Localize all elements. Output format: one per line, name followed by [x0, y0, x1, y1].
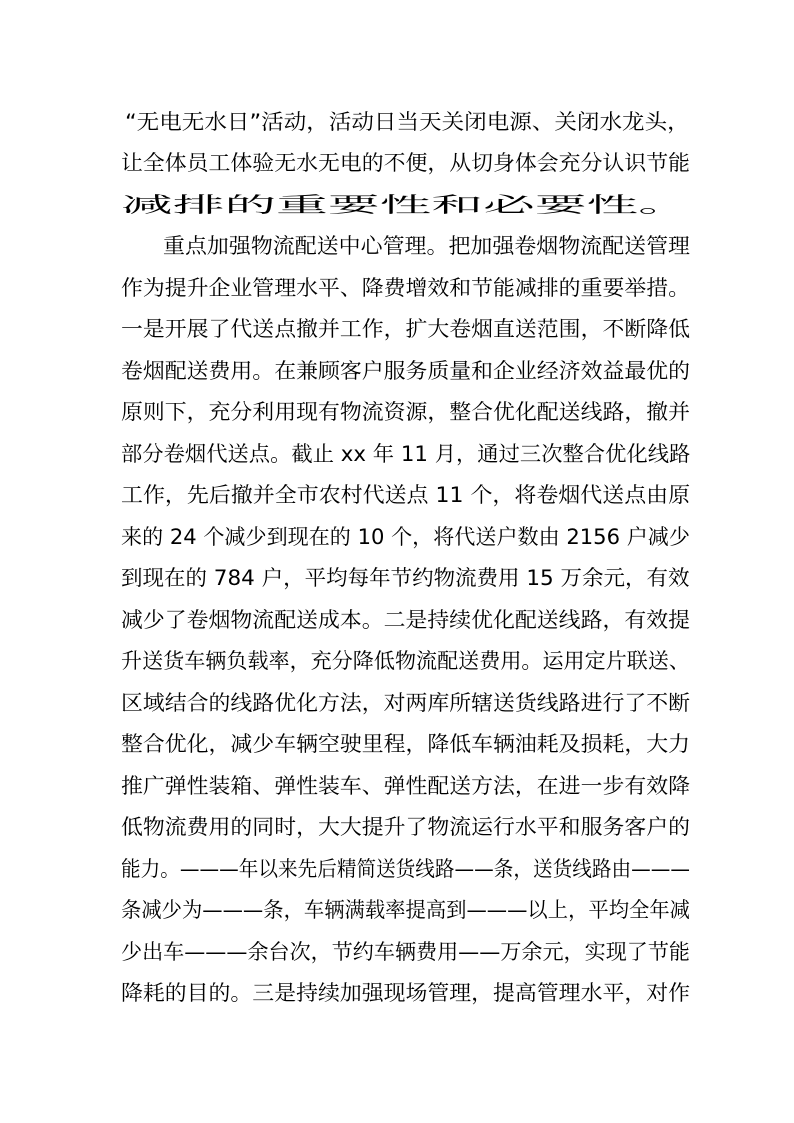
text-line: [0, 475, 794, 515]
text-line: [0, 849, 794, 889]
text-line: [0, 226, 794, 266]
text-line-content: 到现在的 784 户，平均每年节约物流费用 15 万余元，有效: [121, 566, 690, 590]
text-line: [0, 268, 794, 308]
text-line-content: 原则下，充分利用现有物流资源，整合优化配送线路，撤并: [121, 400, 690, 424]
text-line-content: 整合优化，减少车辆空驶里程，降低车辆油耗及损耗，大力: [121, 732, 690, 756]
text-line: [0, 392, 794, 432]
text-line: [0, 724, 794, 764]
text-line: [0, 932, 794, 972]
text-line-content: 作为提升企业管理水平、降费增效和节能减排的重要举措。: [121, 276, 690, 300]
text-line: [0, 807, 794, 847]
text-line-content: 区域结合的线路优化方法，对两库所辖送货线路进行了不断: [121, 691, 690, 715]
text-line-content: “无电无水日”活动，活动日当天关闭电源、关闭水龙头，: [125, 110, 690, 134]
text-line: [0, 641, 794, 681]
text-line-content: 升送货车辆负载率，充分降低物流配送费用。运用定片联送、: [121, 649, 690, 673]
text-line-content: 来的 24 个减少到现在的 10 个，将代送户数由 2156 户减少: [121, 525, 690, 549]
text-line: [0, 517, 794, 557]
text-line-content: 少出车———余台次，节约车辆费用——万余元，实现了节能: [121, 940, 690, 964]
text-line-content: 降耗的目的。三是持续加强现场管理，提高管理水平，对作: [121, 981, 690, 1005]
text-line: [0, 351, 794, 391]
text-line-content: 重点加强物流配送中心管理。把加强卷烟物流配送管理: [163, 234, 690, 258]
text-line-content: 条减少为———条，车辆满载率提高到———以上，平均全年减: [121, 898, 691, 922]
text-line: [0, 434, 794, 474]
text-line-content: 减排的重要性和必要性。: [121, 193, 690, 217]
text-line-content: 卷烟配送费用。在兼顾客户服务质量和企业经济效益最优的: [121, 359, 690, 383]
text-line-content: 能力。———年以来先后精简送货线路——条，送货线路由———: [121, 857, 690, 881]
text-line-content: 推广弹性装箱、弹性装车、弹性配送方法，在进一步有效降: [121, 774, 690, 798]
text-line-content: 让全体员工体验无水无电的不便，从切身体会充分认识节能: [121, 151, 690, 175]
text-line: [0, 309, 794, 349]
text-line: [0, 102, 794, 142]
text-line: [0, 558, 794, 598]
text-line: [0, 890, 794, 930]
text-line: [0, 683, 794, 723]
text-line-content: 低物流费用的同时，大大提升了物流运行水平和服务客户的: [121, 815, 690, 839]
text-line-content: 工作，先后撤并全市农村代送点 11 个，将卷烟代送点由原: [121, 483, 691, 507]
text-line-content: 减少了卷烟物流配送成本。二是持续优化配送线路，有效提: [121, 608, 690, 632]
text-line: [0, 185, 794, 225]
text-line: [0, 600, 794, 640]
text-line: [0, 973, 794, 1013]
text-line-content: 部分卷烟代送点。截止 xx 年 11 月，通过三次整合优化线路: [121, 442, 691, 466]
text-line: [0, 143, 794, 183]
text-line-content: 一是开展了代送点撤并工作，扩大卷烟直送范围，不断降低: [121, 317, 690, 341]
text-line: [0, 766, 794, 806]
